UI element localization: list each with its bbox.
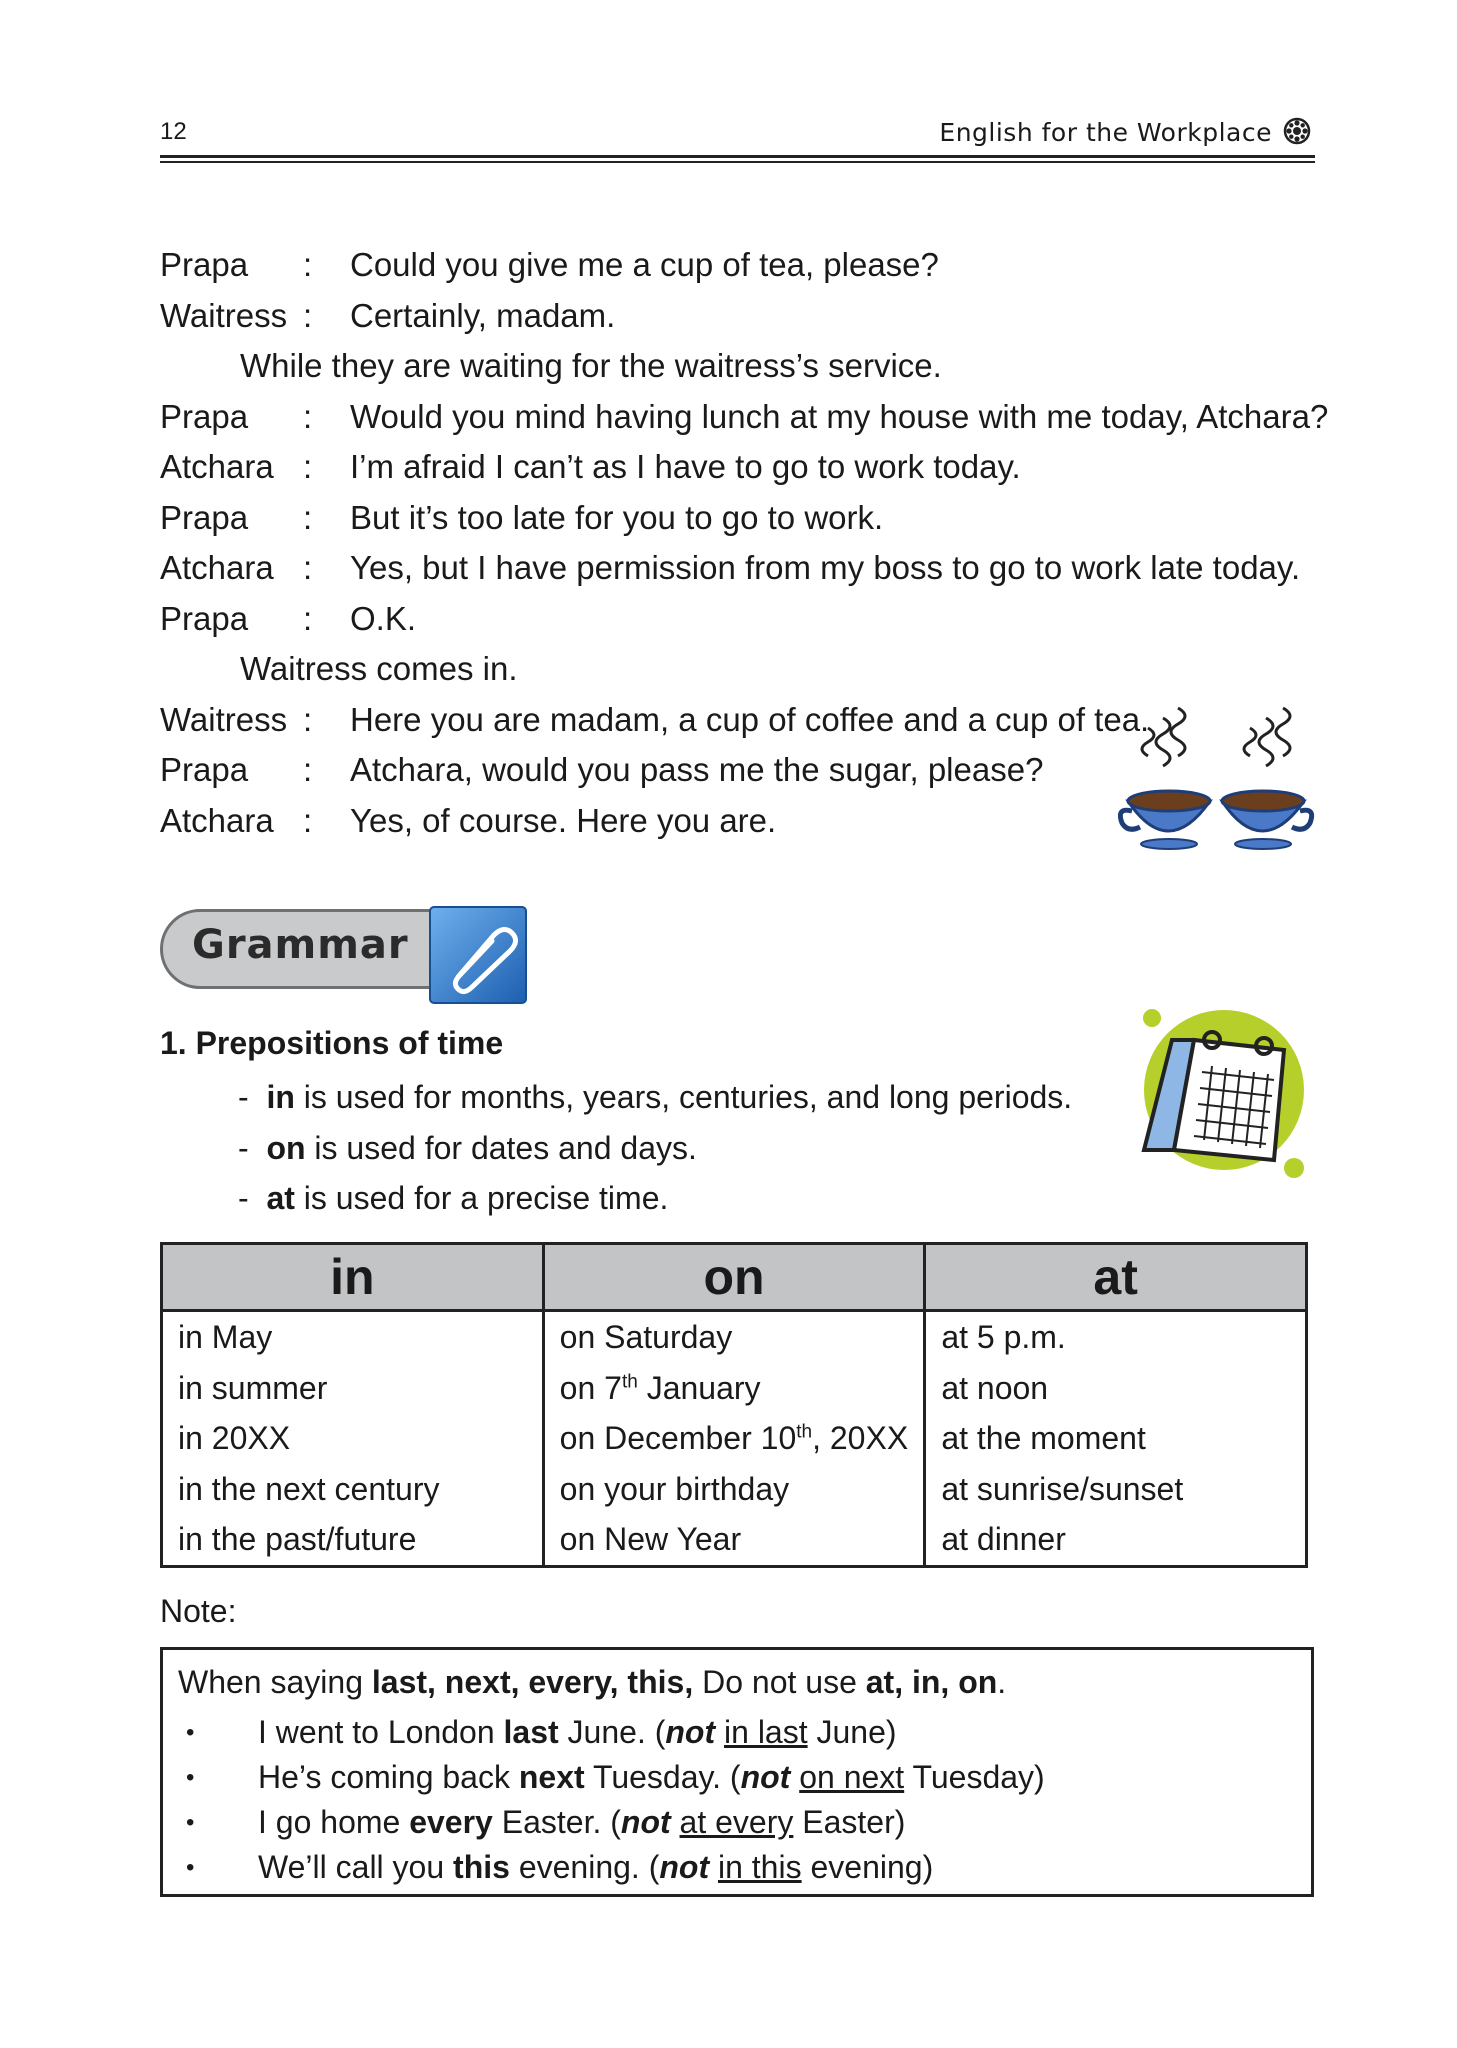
speaker: Atchara	[160, 549, 274, 586]
dash: -	[238, 1079, 249, 1115]
table-cell: in the next century	[178, 1470, 440, 1507]
rule-text: is used for months, years, centuries, and long periods.	[294, 1079, 1073, 1115]
note-intro	[178, 1664, 1006, 1701]
underlined-text: at every	[679, 1804, 794, 1840]
column-header-on: on	[543, 1244, 925, 1311]
note-box	[160, 1647, 1314, 1897]
table-cell: at noon	[941, 1369, 1049, 1406]
dialogue-line	[160, 493, 1340, 544]
underlined-text: in last	[724, 1714, 808, 1750]
colon: :	[303, 296, 313, 334]
text	[709, 1849, 718, 1885]
line-text: But it’s too late for you to go to work.	[350, 498, 884, 536]
table-cell: in summer	[178, 1369, 328, 1406]
rule-word: in	[266, 1079, 295, 1115]
in-column	[162, 1311, 544, 1567]
text: He’s coming back	[258, 1759, 519, 1795]
stage-direction	[160, 644, 1340, 695]
cell-text: on 7	[559, 1369, 622, 1406]
line-text: O.K.	[350, 599, 417, 637]
speaker: Prapa	[160, 397, 249, 435]
table-cell: at 5 p.m.	[941, 1319, 1066, 1355]
text: Tuesday)	[904, 1759, 1045, 1795]
text: evening. (	[509, 1849, 660, 1885]
rule-text: is used for dates and days.	[305, 1129, 697, 1166]
speaker: Atchara	[160, 801, 274, 839]
speaker: Atchara	[160, 448, 274, 485]
bold-text: last, next, every, this,	[371, 1664, 694, 1700]
speaker: Prapa	[160, 246, 249, 283]
ordinal-suffix: th	[621, 1370, 638, 1392]
page-number: 12	[160, 118, 187, 145]
line-text: Here you are madam, a cup of coffee and a cup of tea.	[350, 700, 1150, 738]
line-text: Would you mind having lunch at my house with me today, Atchara?	[350, 397, 1329, 435]
colon: :	[303, 549, 313, 586]
cell-text: on December 10	[559, 1420, 797, 1456]
on-column	[543, 1311, 925, 1567]
stage-text: Waitress comes in.	[240, 650, 518, 687]
column-header-at: at	[925, 1244, 1307, 1311]
table-cell: in 20XX	[178, 1420, 291, 1456]
dialogue-line	[160, 442, 1340, 493]
text: June. (	[558, 1714, 666, 1750]
colon: :	[303, 448, 313, 485]
bold-text: next	[518, 1759, 585, 1795]
text: June)	[807, 1714, 897, 1750]
dialogue-line	[160, 291, 1340, 342]
line-text: Certainly, madam.	[350, 296, 616, 334]
note-label: Note:	[160, 1593, 237, 1629]
table-cell	[560, 1413, 924, 1464]
header-rule-thick	[160, 155, 1315, 158]
colon: :	[303, 801, 313, 839]
speaker: Prapa	[160, 498, 249, 536]
header-rule-thin	[160, 161, 1315, 163]
bold-text: this	[453, 1849, 510, 1885]
cell-text: , 20XX	[812, 1420, 909, 1456]
not-text: not	[659, 1849, 710, 1885]
text	[715, 1714, 724, 1750]
table-cell: on Saturday	[559, 1319, 733, 1355]
not-text: not	[740, 1759, 791, 1795]
section-title: 1. Prepositions of time	[160, 1025, 504, 1061]
dash: -	[238, 1129, 249, 1166]
text: I go home	[258, 1804, 410, 1840]
speaker: Prapa	[160, 751, 249, 788]
colon: :	[303, 246, 313, 283]
speaker: Prapa	[160, 599, 249, 637]
colon: :	[303, 599, 313, 637]
rule-item	[238, 1072, 1072, 1123]
line-text: I’m afraid I can’t as I have to go to work today.	[350, 448, 1021, 485]
rule-word: on	[266, 1129, 306, 1166]
line-text: Yes, of course. Here you are.	[350, 801, 777, 839]
text: Do not use	[693, 1664, 866, 1700]
table-cell	[560, 1363, 924, 1414]
at-column	[925, 1311, 1307, 1567]
text: I went to London	[258, 1714, 504, 1750]
table-cell: at dinner	[941, 1521, 1066, 1557]
dialogue-line	[160, 543, 1340, 594]
text: Easter. (	[492, 1804, 621, 1840]
bullet: •	[186, 1719, 195, 1746]
book-title: English for the Workplace	[939, 118, 1272, 147]
bold-text: every	[409, 1804, 493, 1840]
column-header-in: in	[162, 1244, 544, 1311]
bold-text: last	[503, 1714, 559, 1750]
dialogue-line	[160, 594, 1340, 645]
paperclip-icon	[428, 905, 528, 1005]
underlined-text: on next	[799, 1759, 905, 1795]
text: When saying	[178, 1664, 372, 1700]
text: .	[997, 1664, 1007, 1700]
dialogue-line	[160, 392, 1340, 443]
table-cell: on New Year	[559, 1521, 742, 1557]
text: evening)	[801, 1849, 934, 1885]
table-cell: on your birthday	[559, 1470, 790, 1507]
bullet: •	[186, 1809, 195, 1836]
line-text: Could you give me a cup of tea, please?	[350, 246, 939, 283]
calendar-icon	[1124, 1000, 1310, 1186]
table-header-row	[162, 1244, 1307, 1311]
line-text: Yes, but I have permission from my boss to go to work late today.	[350, 549, 1301, 586]
text	[671, 1804, 680, 1840]
underlined-text: in this	[717, 1849, 802, 1885]
rule-item	[238, 1173, 1072, 1224]
dash: -	[238, 1180, 249, 1216]
table-cell: in May	[178, 1319, 273, 1355]
rule-item	[238, 1123, 1072, 1174]
bold-text: at, in, on	[865, 1664, 998, 1700]
bullet: •	[186, 1854, 195, 1881]
coffee-cups-icon	[1118, 706, 1318, 856]
colon: :	[303, 397, 313, 435]
flower-icon	[1283, 117, 1311, 145]
not-text: not	[665, 1714, 716, 1750]
rule-word: at	[266, 1180, 295, 1216]
colon: :	[303, 700, 313, 738]
table-cell: in the past/future	[178, 1521, 417, 1557]
prepositions-table	[160, 1242, 1308, 1568]
table-row	[162, 1311, 1307, 1567]
speaker: Waitress	[160, 296, 288, 334]
speaker: Waitress	[160, 700, 288, 738]
cell-text: January	[637, 1369, 761, 1406]
colon: :	[303, 498, 313, 536]
bullet: •	[186, 1764, 195, 1791]
text: We’ll call you	[258, 1849, 454, 1885]
ordinal-suffix: th	[796, 1421, 813, 1443]
text: Tuesday. (	[584, 1759, 741, 1795]
colon: :	[303, 751, 313, 788]
stage-text: While they are waiting for the waitress’s service.	[240, 347, 942, 384]
not-text: not	[620, 1804, 671, 1840]
grammar-banner	[160, 905, 528, 997]
dialogue-line	[160, 240, 1340, 291]
table-cell: at sunrise/sunset	[941, 1470, 1184, 1507]
stage-direction	[160, 341, 1340, 392]
rule-text: is used for a precise time.	[294, 1180, 669, 1216]
line-text: Atchara, would you pass me the sugar, please?	[350, 751, 1044, 788]
text: Easter)	[793, 1804, 906, 1840]
rules-list	[238, 1072, 1072, 1224]
table-cell: at the moment	[941, 1420, 1146, 1456]
text	[790, 1759, 799, 1795]
grammar-label: Grammar	[192, 922, 409, 968]
